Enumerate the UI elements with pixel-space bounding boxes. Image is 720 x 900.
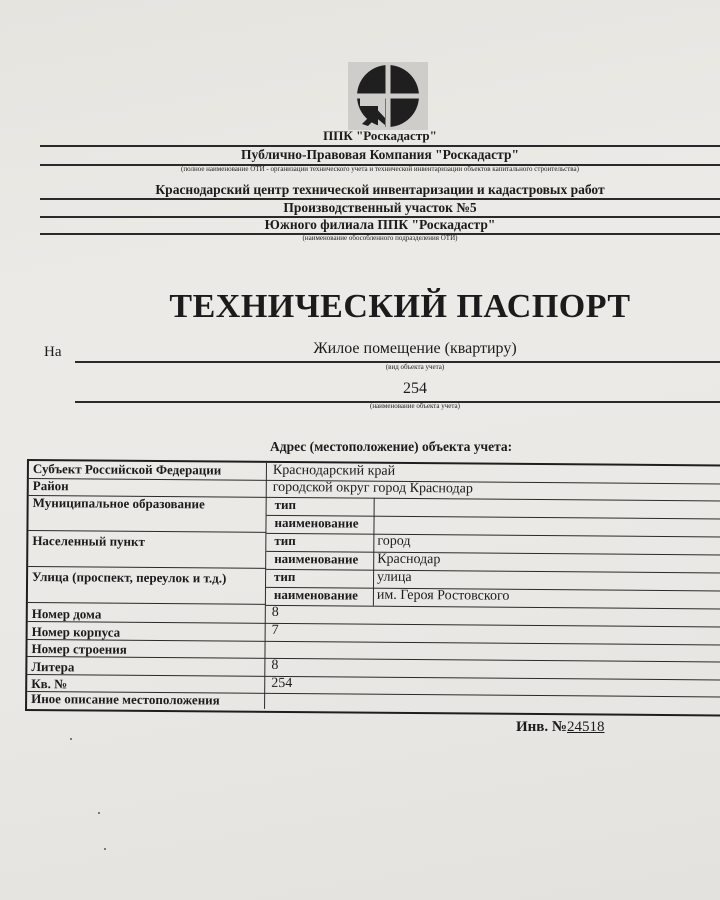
district-label: Район — [29, 478, 267, 497]
district-value: городской округ город Краснодар — [272, 479, 473, 497]
street-name-label: наименование — [270, 587, 374, 606]
inventory-number — [516, 719, 604, 736]
object-type-value: Жилое помещение (квартиру) — [313, 340, 517, 357]
locality-label — [28, 531, 266, 569]
production-plot-name: Производственный участок №5 — [283, 200, 477, 215]
paper-speck — [98, 812, 100, 814]
municipality-label-text: Муниципальное образование — [32, 495, 205, 512]
locality-name-value: Краснодар — [377, 551, 441, 568]
apartment-value: 254 — [271, 675, 293, 692]
apartment-label: Кв. № — [27, 674, 265, 693]
litera-label: Литера — [27, 656, 265, 676]
street-label-text: Улица (проспект, переулок и т.д.) — [32, 569, 227, 586]
object-type-caption: (вид объекта учета) — [385, 363, 445, 371]
paper-speck — [70, 738, 72, 740]
object-name-value: 254 — [403, 380, 427, 397]
address-table — [25, 459, 720, 716]
street-type-label: тип — [270, 569, 374, 588]
object-name-caption: (наименование объекта учета) — [369, 402, 460, 410]
branch-name-caption: (наименование обособленного подразделения ОТИ) — [302, 234, 458, 242]
municipality-label — [28, 495, 266, 533]
branch-name: Южного филиала ППК "Роскадастр" — [264, 217, 496, 232]
document-title: ТЕХНИЧЕСКИЙ ПАСПОРТ — [169, 288, 631, 325]
house-label: Номер дома — [28, 603, 266, 623]
inventory-number-value: 24518 — [566, 719, 605, 735]
locality-type-label: тип — [270, 533, 374, 552]
locality-label-text: Населенный пункт — [32, 533, 146, 549]
building-label: Номер корпуса — [28, 621, 266, 641]
subject-label: Субъект Российской Федерации — [29, 461, 267, 480]
inventory-label: Инв. № — [516, 719, 567, 735]
org-full-name-caption: (полное наименование ОТИ - организации технического учета и технической инвентаризации объектов капитального строительства) — [181, 165, 579, 173]
house-value: 8 — [271, 604, 279, 620]
org-short-name: ППК "Роскадастр" — [323, 128, 437, 143]
other-value — [269, 693, 720, 713]
litera-value: 8 — [271, 657, 279, 673]
inventory-center-name: Краснодарский центр технической инвентаризации и кадастровых работ — [155, 182, 605, 197]
municipality-name-label: наименование — [270, 515, 374, 534]
subject-value: Краснодарский край — [272, 462, 396, 479]
building-value: 7 — [271, 622, 279, 638]
street-label — [28, 567, 266, 605]
paper-speck — [104, 848, 106, 850]
municipality-type-label: тип — [271, 497, 375, 516]
street-type-value: улица — [377, 569, 412, 586]
structure-label: Номер строения — [27, 639, 265, 658]
locality-name-label: наименование — [270, 551, 374, 570]
locality-type-value: город — [377, 533, 411, 550]
org-full-name: Публично-Правовая Компания "Роскадастр" — [241, 147, 519, 162]
roskadastr-logo-icon — [348, 62, 428, 130]
other-label: Иное описание местоположения — [27, 691, 265, 709]
street-name-value: им. Героя Ростовского — [376, 587, 510, 604]
address-caption: Адрес (местоположение) объекта учета: — [270, 439, 513, 454]
na-label: На — [44, 344, 62, 360]
